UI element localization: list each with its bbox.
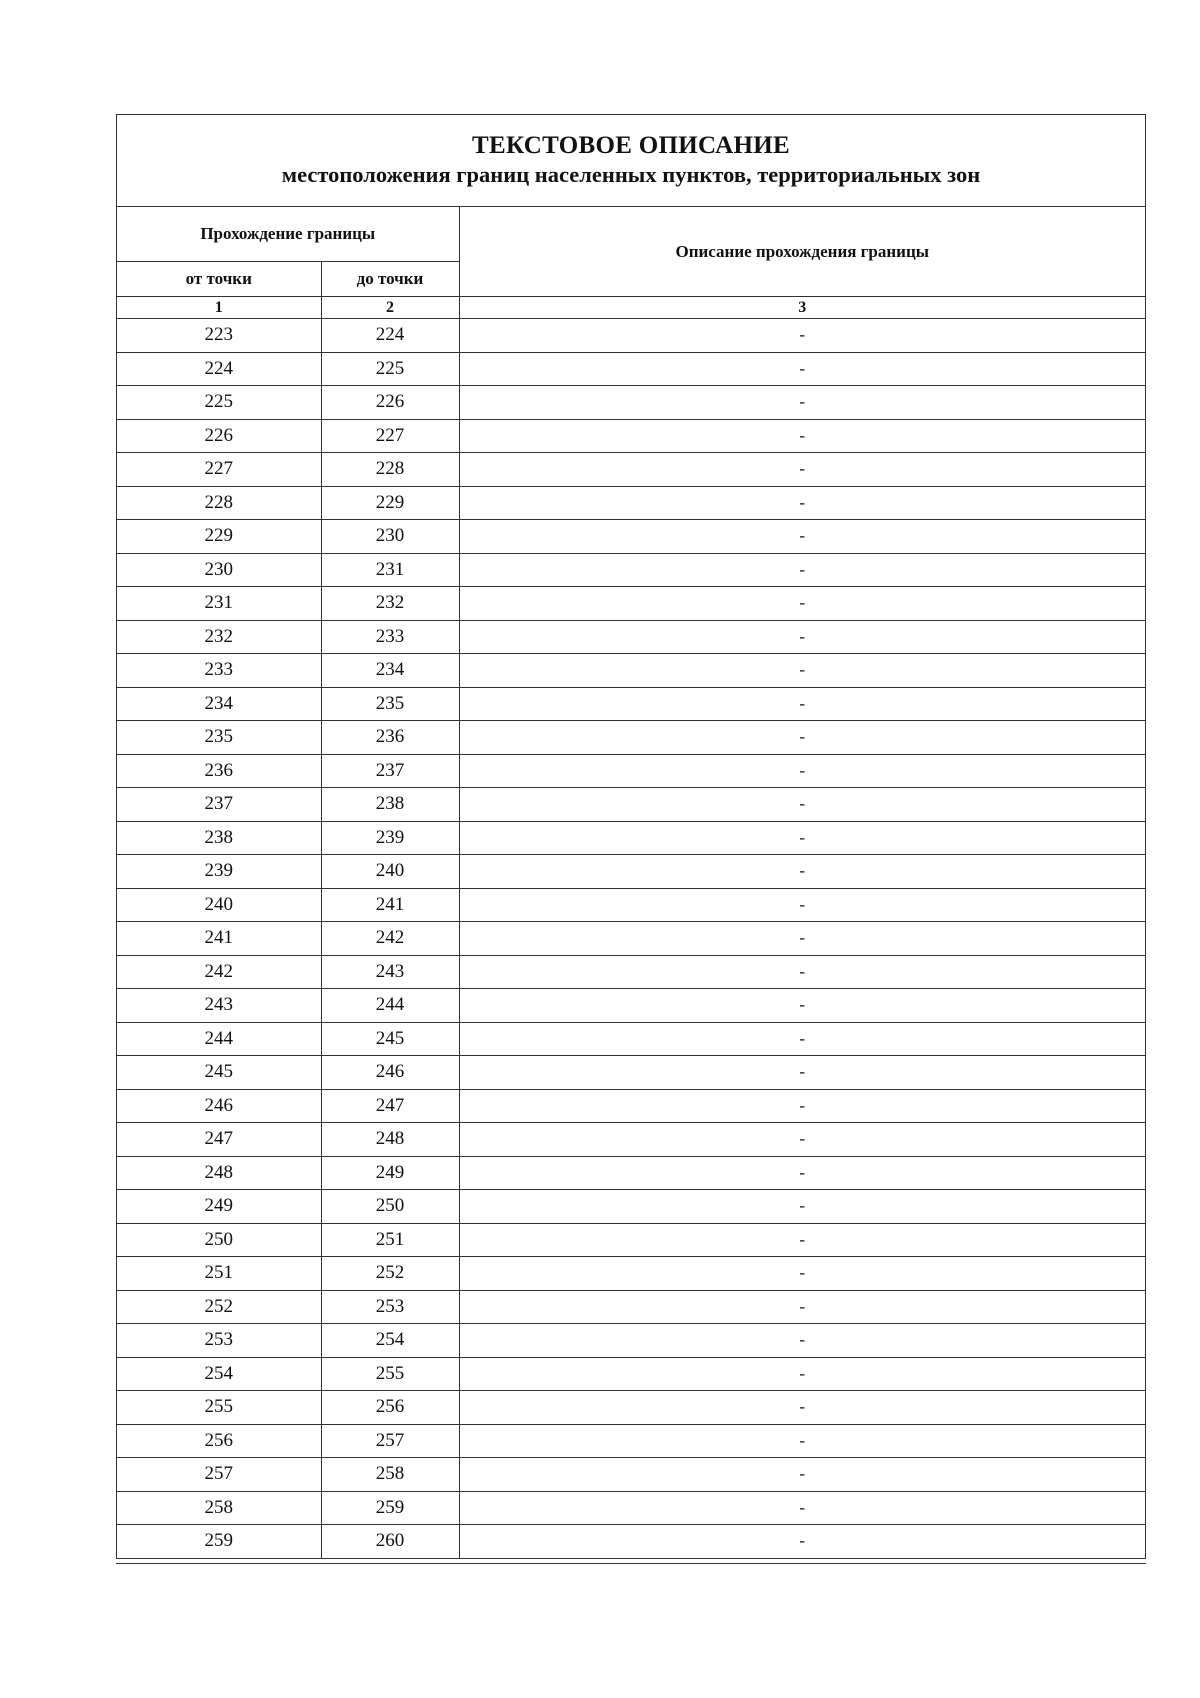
cell-from-point: 225 bbox=[117, 386, 321, 420]
cell-from-point: 238 bbox=[117, 821, 321, 855]
table-row bbox=[117, 1089, 1145, 1123]
table-row bbox=[117, 1123, 1145, 1157]
cell-from-point: 249 bbox=[117, 1190, 321, 1224]
cell-description: - bbox=[459, 1290, 1145, 1324]
cell-to-point: 239 bbox=[321, 821, 459, 855]
header-boundary-passage: Прохождение границы bbox=[117, 207, 459, 262]
table-row bbox=[117, 788, 1145, 822]
cell-to-point: 240 bbox=[321, 855, 459, 889]
cell-to-point: 245 bbox=[321, 1022, 459, 1056]
document-title: ТЕКСТОВОЕ ОПИСАНИЕ bbox=[472, 132, 790, 159]
table-row bbox=[117, 620, 1145, 654]
table-row bbox=[117, 1391, 1145, 1425]
table-row bbox=[117, 654, 1145, 688]
cell-description: - bbox=[459, 1089, 1145, 1123]
cell-to-point: 235 bbox=[321, 687, 459, 721]
cell-to-point: 224 bbox=[321, 319, 459, 353]
cell-from-point: 244 bbox=[117, 1022, 321, 1056]
cell-description: - bbox=[459, 888, 1145, 922]
table-row bbox=[117, 1324, 1145, 1358]
cell-description: - bbox=[459, 1257, 1145, 1291]
cell-from-point: 230 bbox=[117, 553, 321, 587]
cell-description: - bbox=[459, 855, 1145, 889]
cell-from-point: 240 bbox=[117, 888, 321, 922]
cell-description: - bbox=[459, 1056, 1145, 1090]
document-subtitle: местоположения границ населенных пунктов, территориальных зон bbox=[281, 162, 981, 187]
cell-description: - bbox=[459, 1022, 1145, 1056]
cell-from-point: 224 bbox=[117, 352, 321, 386]
cell-description: - bbox=[459, 922, 1145, 956]
table-row bbox=[117, 1257, 1145, 1291]
table-row bbox=[117, 419, 1145, 453]
cell-to-point: 226 bbox=[321, 386, 459, 420]
cell-to-point: 227 bbox=[321, 419, 459, 453]
cell-from-point: 242 bbox=[117, 955, 321, 989]
cell-from-point: 228 bbox=[117, 486, 321, 520]
cell-to-point: 250 bbox=[321, 1190, 459, 1224]
cell-to-point: 234 bbox=[321, 654, 459, 688]
table-bottom-rule bbox=[116, 1563, 1146, 1564]
cell-description: - bbox=[459, 553, 1145, 587]
cell-to-point: 251 bbox=[321, 1223, 459, 1257]
table-row bbox=[117, 1458, 1145, 1492]
cell-from-point: 233 bbox=[117, 654, 321, 688]
cell-description: - bbox=[459, 1190, 1145, 1224]
title-block bbox=[117, 115, 1145, 207]
table-row bbox=[117, 754, 1145, 788]
cell-to-point: 230 bbox=[321, 520, 459, 554]
cell-description: - bbox=[459, 654, 1145, 688]
table-header bbox=[117, 207, 1145, 319]
cell-description: - bbox=[459, 1324, 1145, 1358]
cell-to-point: 257 bbox=[321, 1424, 459, 1458]
cell-to-point: 231 bbox=[321, 553, 459, 587]
table-row bbox=[117, 587, 1145, 621]
cell-to-point: 248 bbox=[321, 1123, 459, 1157]
cell-from-point: 226 bbox=[117, 419, 321, 453]
cell-to-point: 256 bbox=[321, 1391, 459, 1425]
cell-description: - bbox=[459, 620, 1145, 654]
cell-from-point: 245 bbox=[117, 1056, 321, 1090]
cell-from-point: 237 bbox=[117, 788, 321, 822]
table-row bbox=[117, 453, 1145, 487]
cell-from-point: 256 bbox=[117, 1424, 321, 1458]
cell-to-point: 255 bbox=[321, 1357, 459, 1391]
table-row bbox=[117, 386, 1145, 420]
cell-description: - bbox=[459, 1357, 1145, 1391]
cell-from-point: 258 bbox=[117, 1491, 321, 1525]
cell-description: - bbox=[459, 1223, 1145, 1257]
cell-description: - bbox=[459, 721, 1145, 755]
cell-from-point: 234 bbox=[117, 687, 321, 721]
cell-description: - bbox=[459, 1391, 1145, 1425]
table-row bbox=[117, 855, 1145, 889]
header-to-point: до точки bbox=[321, 262, 459, 297]
cell-description: - bbox=[459, 788, 1145, 822]
cell-description: - bbox=[459, 386, 1145, 420]
cell-description: - bbox=[459, 989, 1145, 1023]
table-body bbox=[117, 319, 1145, 1559]
cell-description: - bbox=[459, 1491, 1145, 1525]
cell-description: - bbox=[459, 319, 1145, 353]
table-row bbox=[117, 1056, 1145, 1090]
cell-description: - bbox=[459, 1424, 1145, 1458]
cell-to-point: 244 bbox=[321, 989, 459, 1023]
cell-description: - bbox=[459, 520, 1145, 554]
cell-description: - bbox=[459, 419, 1145, 453]
cell-from-point: 247 bbox=[117, 1123, 321, 1157]
cell-from-point: 232 bbox=[117, 620, 321, 654]
cell-from-point: 250 bbox=[117, 1223, 321, 1257]
cell-to-point: 233 bbox=[321, 620, 459, 654]
boundary-table bbox=[117, 207, 1145, 1559]
column-number-3: 3 bbox=[459, 297, 1145, 319]
cell-to-point: 241 bbox=[321, 888, 459, 922]
cell-description: - bbox=[459, 587, 1145, 621]
column-number-2: 2 bbox=[321, 297, 459, 319]
table-row bbox=[117, 1223, 1145, 1257]
cell-to-point: 242 bbox=[321, 922, 459, 956]
table-row bbox=[117, 989, 1145, 1023]
table-row bbox=[117, 1491, 1145, 1525]
cell-to-point: 236 bbox=[321, 721, 459, 755]
cell-to-point: 243 bbox=[321, 955, 459, 989]
cell-to-point: 252 bbox=[321, 1257, 459, 1291]
cell-description: - bbox=[459, 486, 1145, 520]
cell-description: - bbox=[459, 1525, 1145, 1559]
cell-from-point: 246 bbox=[117, 1089, 321, 1123]
column-number-1: 1 bbox=[117, 297, 321, 319]
cell-to-point: 260 bbox=[321, 1525, 459, 1559]
cell-description: - bbox=[459, 1458, 1145, 1492]
cell-to-point: 225 bbox=[321, 352, 459, 386]
cell-from-point: 227 bbox=[117, 453, 321, 487]
cell-from-point: 259 bbox=[117, 1525, 321, 1559]
cell-from-point: 253 bbox=[117, 1324, 321, 1358]
table-row bbox=[117, 1156, 1145, 1190]
table-row bbox=[117, 888, 1145, 922]
cell-description: - bbox=[459, 687, 1145, 721]
table-row bbox=[117, 352, 1145, 386]
cell-description: - bbox=[459, 754, 1145, 788]
cell-from-point: 248 bbox=[117, 1156, 321, 1190]
table-row bbox=[117, 319, 1145, 353]
cell-to-point: 254 bbox=[321, 1324, 459, 1358]
header-from-point: от точки bbox=[117, 262, 321, 297]
cell-to-point: 247 bbox=[321, 1089, 459, 1123]
cell-from-point: 229 bbox=[117, 520, 321, 554]
cell-to-point: 232 bbox=[321, 587, 459, 621]
cell-description: - bbox=[459, 821, 1145, 855]
cell-to-point: 258 bbox=[321, 1458, 459, 1492]
cell-description: - bbox=[459, 955, 1145, 989]
cell-from-point: 255 bbox=[117, 1391, 321, 1425]
cell-from-point: 231 bbox=[117, 587, 321, 621]
cell-from-point: 254 bbox=[117, 1357, 321, 1391]
cell-from-point: 257 bbox=[117, 1458, 321, 1492]
table-row bbox=[117, 721, 1145, 755]
cell-to-point: 259 bbox=[321, 1491, 459, 1525]
cell-to-point: 253 bbox=[321, 1290, 459, 1324]
cell-from-point: 241 bbox=[117, 922, 321, 956]
table-row bbox=[117, 687, 1145, 721]
cell-from-point: 236 bbox=[117, 754, 321, 788]
cell-from-point: 252 bbox=[117, 1290, 321, 1324]
cell-description: - bbox=[459, 1123, 1145, 1157]
boundary-description-sheet bbox=[116, 114, 1146, 1559]
table-row bbox=[117, 922, 1145, 956]
cell-description: - bbox=[459, 453, 1145, 487]
table-row bbox=[117, 955, 1145, 989]
table-row bbox=[117, 1424, 1145, 1458]
cell-to-point: 228 bbox=[321, 453, 459, 487]
cell-to-point: 237 bbox=[321, 754, 459, 788]
cell-to-point: 238 bbox=[321, 788, 459, 822]
cell-from-point: 235 bbox=[117, 721, 321, 755]
table-row bbox=[117, 821, 1145, 855]
cell-description: - bbox=[459, 352, 1145, 386]
cell-from-point: 223 bbox=[117, 319, 321, 353]
cell-to-point: 229 bbox=[321, 486, 459, 520]
cell-from-point: 251 bbox=[117, 1257, 321, 1291]
table-row bbox=[117, 553, 1145, 587]
table-row bbox=[117, 1190, 1145, 1224]
cell-to-point: 249 bbox=[321, 1156, 459, 1190]
cell-from-point: 239 bbox=[117, 855, 321, 889]
table-row bbox=[117, 1022, 1145, 1056]
table-row bbox=[117, 1357, 1145, 1391]
table-row bbox=[117, 520, 1145, 554]
header-boundary-description: Описание прохождения границы bbox=[459, 207, 1145, 297]
table-row bbox=[117, 1290, 1145, 1324]
cell-to-point: 246 bbox=[321, 1056, 459, 1090]
cell-from-point: 243 bbox=[117, 989, 321, 1023]
table-row bbox=[117, 1525, 1145, 1559]
table-row bbox=[117, 486, 1145, 520]
cell-description: - bbox=[459, 1156, 1145, 1190]
